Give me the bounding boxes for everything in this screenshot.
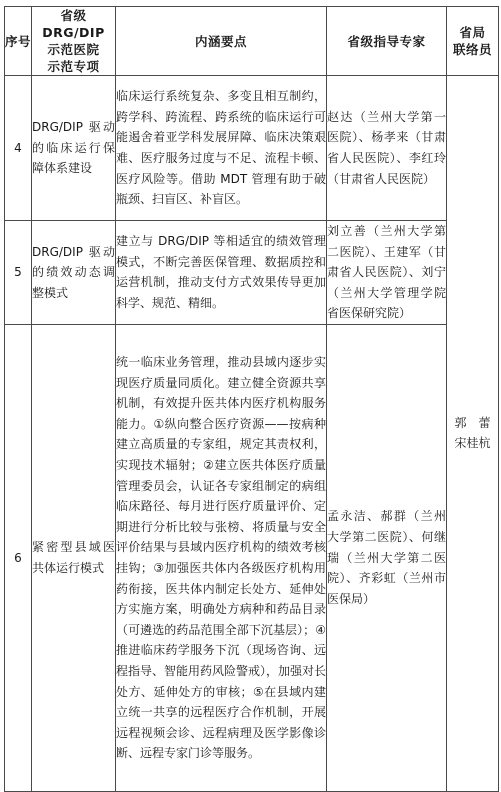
row-number: 5 xyxy=(5,221,32,325)
col-header-liaison-line1: 省局 xyxy=(459,25,486,40)
liaison-name: 宋桂杭 xyxy=(454,436,491,451)
col-header-topic-line1: 省级DRG/DIP xyxy=(42,8,105,40)
table-row xyxy=(5,76,499,221)
col-header-content: 内涵要点 xyxy=(116,7,327,76)
expert-table xyxy=(4,6,499,792)
col-header-liaison xyxy=(447,7,499,76)
row-experts: 孟永洁、郝群（兰州大学第二医院）、何继瑞（兰州大学第二医院）、齐彩虹（兰州市医保局） xyxy=(327,324,447,791)
row-topic: 紧密型县域医共体运行模式 xyxy=(32,324,116,791)
table-row xyxy=(5,221,499,325)
row-content: 临床运行系统复杂、多变且相互制约，跨学科、跨流程、跨系统的临床运行可能遏舍着亚学科发展屏障、临床决策艰难、医疗服务过度与不足、流程卡顿、医疗风险等。借助 MDT 管理有助于破瓶颈、扫盲区、补盲区。 xyxy=(116,76,327,221)
col-header-no: 序号 xyxy=(5,7,32,76)
row-experts: 刘立善（兰州大学第二医院）、王建军（甘肃省人民医院）、刘宁（兰州大学管理学院 省医保研究院） xyxy=(327,221,447,325)
row-content: 建立与 DRG/DIP 等相适宜的绩效管理模式，不断完善医保管理、数据质控和运营机制，推动支付方式效果传导更加科学、规范、精细。 xyxy=(116,221,327,325)
row-content: 统一临床业务管理，推动县域内逐步实现医疗质量同质化。建立健全资源共享机制，有效提升医共体内医疗机构服务能力。①纵向整合医疗资源——按病种建立高质量的专家组，规定其责权利，实现技术辐射；②建立医共体医疗质量管理委员会，认证各专家组制定的病组临床路径、每月进行医疗质量评价、定期进行分析比较与张榜、将质量与安全评价结果与县域内医疗机构的绩效考核挂钩；③加强医共体内各级医疗机构用药衔接，医共体内制定长处方、延伸处方实施方案，明确处方病种和药品目录（可遴选的药品范围全部下沉基层）；④推进临床药学服务下沉（现场咨询、远程指导、智能用药风险警戒），加强对长处方、延伸处方的审核；⑤在县域内建立统一共享的远程医疗合作机制，开展远程视频会诊、远程病理及医学影像诊断、远程专家门诊等服务。 xyxy=(116,324,327,791)
table-row xyxy=(5,324,499,791)
liaison-name: 郭 蕾 xyxy=(454,415,491,430)
liaison-cell xyxy=(447,76,499,792)
header-row xyxy=(5,7,499,76)
col-header-experts: 省级指导专家 xyxy=(327,7,447,76)
row-number: 6 xyxy=(5,324,32,791)
row-number: 4 xyxy=(5,76,32,221)
row-topic: DRG/DIP 驱动的临床运行保障体系建设 xyxy=(32,76,116,221)
col-header-liaison-line2: 联络员 xyxy=(452,42,492,57)
row-topic: DRG/DIP 驱动的绩效动态调整模式 xyxy=(32,221,116,325)
col-header-topic xyxy=(32,7,116,76)
col-header-topic-line2: 示范医院 xyxy=(47,42,100,57)
row-experts: 赵达（兰州大学第一医院）、杨孝来（甘肃省人民医院）、李红玲（甘肃省人民医院） xyxy=(327,76,447,221)
col-header-topic-line3: 示范专项 xyxy=(47,59,100,74)
